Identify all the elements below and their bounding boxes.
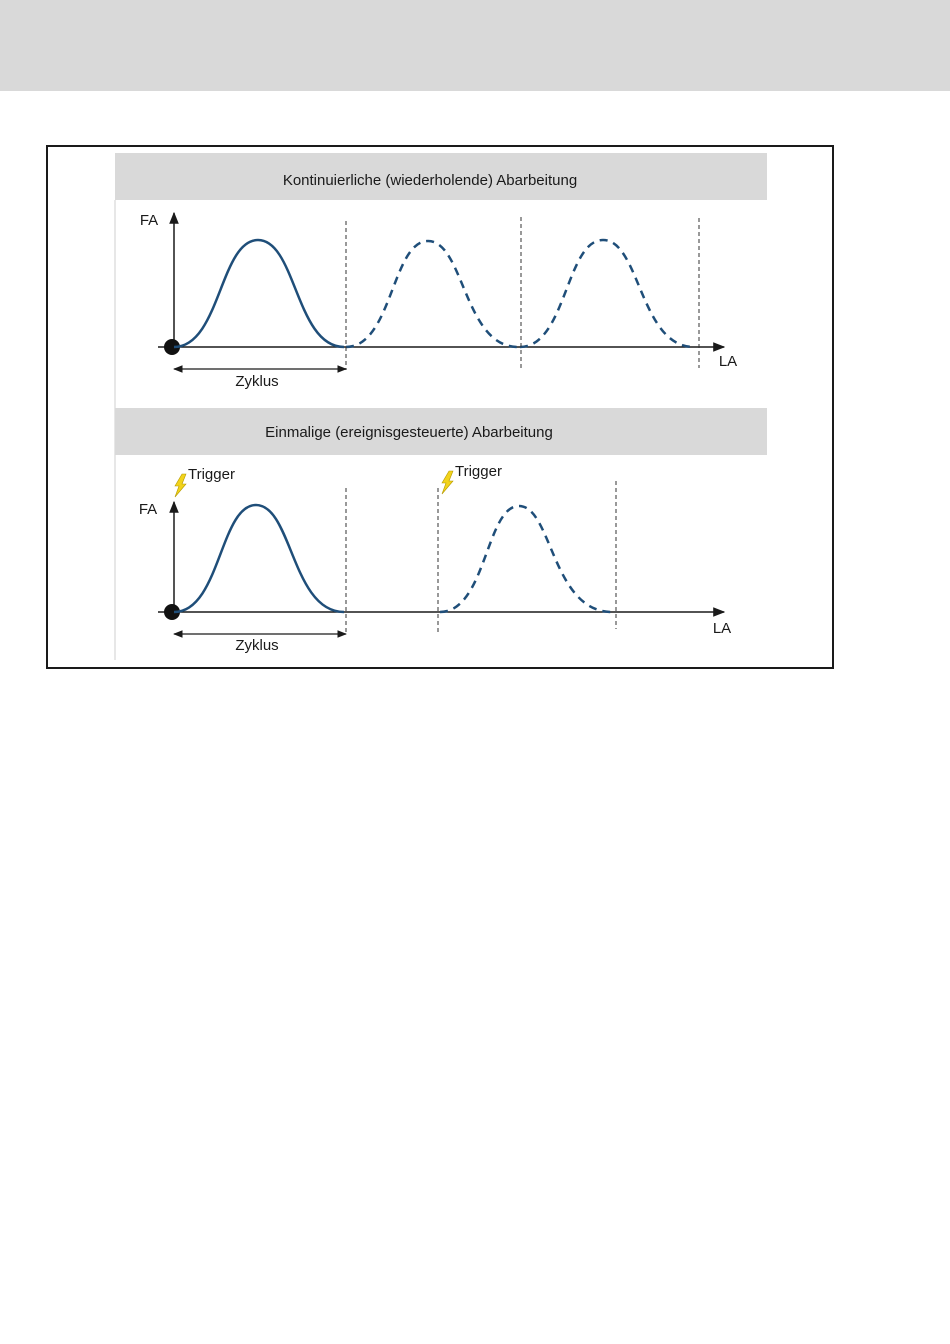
- cycle-label: Zyklus: [235, 637, 279, 654]
- cycle-curve-2: [440, 506, 612, 612]
- panel-continuous: [115, 153, 767, 390]
- trigger-label-1: Trigger: [188, 466, 235, 483]
- panel-event-driven: [115, 408, 767, 654]
- lightning-icon: [175, 474, 186, 497]
- x-axis-label: LA: [712, 620, 732, 637]
- cycle-curve-2: [346, 241, 518, 347]
- cycle-curve-3: [520, 240, 694, 347]
- lightning-icon: [442, 471, 453, 494]
- trigger-label-2: Trigger: [455, 463, 502, 480]
- cycle-curve-1: [174, 240, 344, 347]
- panel-event-driven-title: Einmalige (ereignisgesteuerte) Abarbeitung: [265, 424, 553, 441]
- cycle-curve-1: [174, 505, 344, 612]
- panel-continuous-title: Kontinuierliche (wiederholende) Abarbeitung: [282, 172, 578, 189]
- cycle-label: Zyklus: [235, 373, 279, 390]
- x-axis-label: LA: [718, 353, 738, 370]
- y-axis-label: FA: [138, 501, 158, 518]
- y-axis-label: FA: [139, 212, 159, 229]
